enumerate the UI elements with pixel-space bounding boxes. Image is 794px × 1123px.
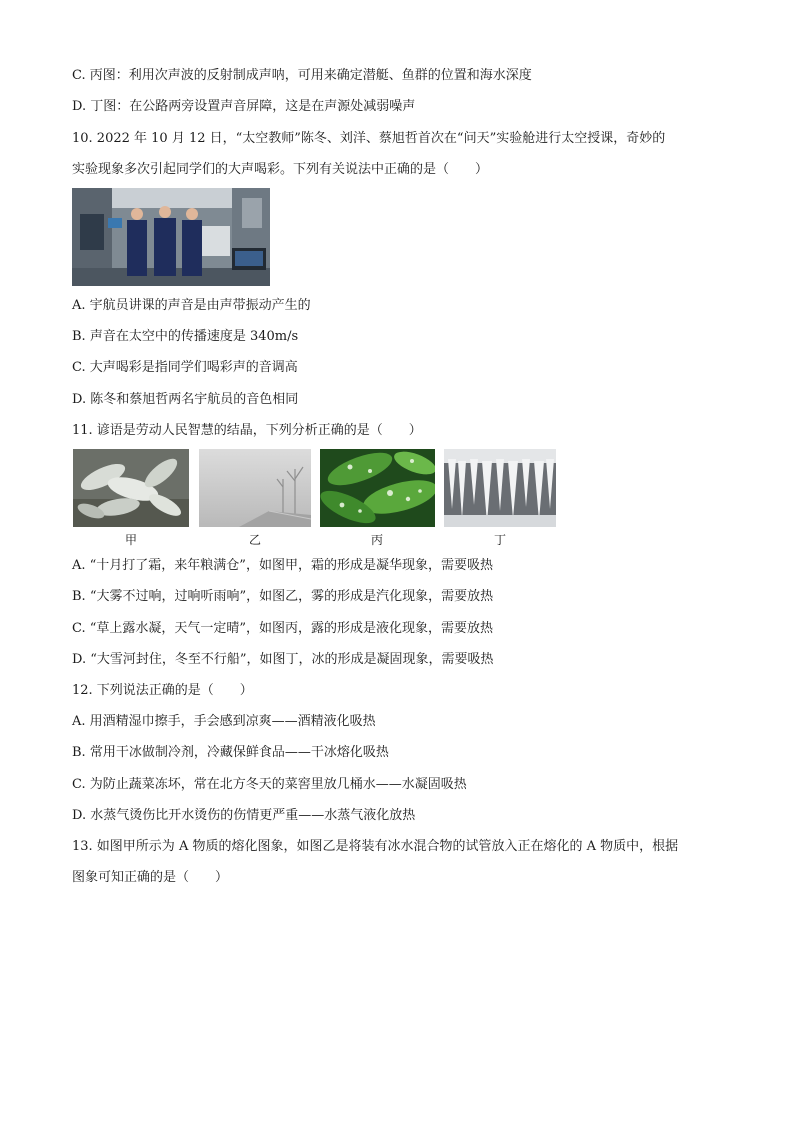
q11-option-b: B. “大雾不过响，过响听雨响”，如图乙，雾的形成是汽化现象，需要放热: [72, 589, 494, 604]
q13-stem-line2: 图象可知正确的是（ ）: [72, 870, 229, 885]
q10-option-b: B. 声音在太空中的传播速度是 340m/s: [72, 329, 299, 344]
q11-option-d: D. “大雪河封住，冬至不行船”，如图丁，冰的形成是凝固现象，需要吸热: [72, 652, 494, 667]
dew-photo: [320, 449, 435, 527]
q12-option-c: C. 为防止蔬菜冻坏，常在北方冬天的菜窖里放几桶水——水凝固吸热: [72, 777, 467, 792]
q10-option-c: C. 大声喝彩是指同学们喝彩声的音调高: [72, 360, 298, 375]
caption-yi: 乙: [248, 533, 261, 547]
ice-photo: [444, 449, 556, 527]
q11-option-a: A. “十月打了霜，来年粮满仓”，如图甲，霜的形成是凝华现象，需要吸热: [72, 558, 493, 573]
q12-option-d: D. 水蒸气烫伤比开水烫伤的伤情更严重——水蒸气液化放热: [72, 808, 416, 823]
q11-option-c: C. “草上露水凝，天气一定晴”，如图丙，露的形成是液化现象，需要放热: [72, 621, 494, 636]
caption-jia: 甲: [124, 533, 137, 547]
q10-stem-line1: 10. 2022 年 10 月 12 日，“太空教师”陈冬、刘洋、蔡旭哲首次在“问天”实验舱进行太空授课，奇妙的: [72, 131, 666, 146]
frost-photo: [73, 449, 189, 527]
q9-option-c: C. 丙图：利用次声波的反射制成声呐，可用来确定潜艇、鱼群的位置和海水深度: [72, 68, 532, 83]
space-lecture-photo: [72, 188, 270, 286]
q9-option-d: D. 丁图：在公路两旁设置声音屏障，这是在声源处减弱噪声: [72, 99, 416, 114]
q12-option-a: A. 用酒精湿巾擦手，手会感到凉爽——酒精液化吸热: [72, 714, 376, 729]
q10-option-a: A. 宇航员讲课的声音是由声带振动产生的: [72, 298, 311, 313]
q11-stem: 11. 谚语是劳动人民智慧的结晶，下列分析正确的是（ ）: [72, 423, 422, 438]
q10-stem-line2: 实验现象多次引起同学们的大声喝彩。下列有关说法中正确的是（ ）: [72, 162, 489, 177]
caption-bing: 丙: [370, 533, 383, 547]
fog-photo: [199, 449, 311, 527]
q12-option-b: B. 常用干冰做制冷剂，冷藏保鲜食品——干冰熔化吸热: [72, 745, 389, 760]
q10-option-d: D. 陈冬和蔡旭哲两名宇航员的音色相同: [72, 392, 299, 407]
q12-stem: 12. 下列说法正确的是（ ）: [72, 683, 253, 698]
caption-ding: 丁: [493, 533, 506, 547]
q13-stem-line1: 13. 如图甲所示为 A 物质的熔化图象，如图乙是将装有冰水混合物的试管放入正在熔化的 A 物质中，根据: [72, 839, 679, 854]
